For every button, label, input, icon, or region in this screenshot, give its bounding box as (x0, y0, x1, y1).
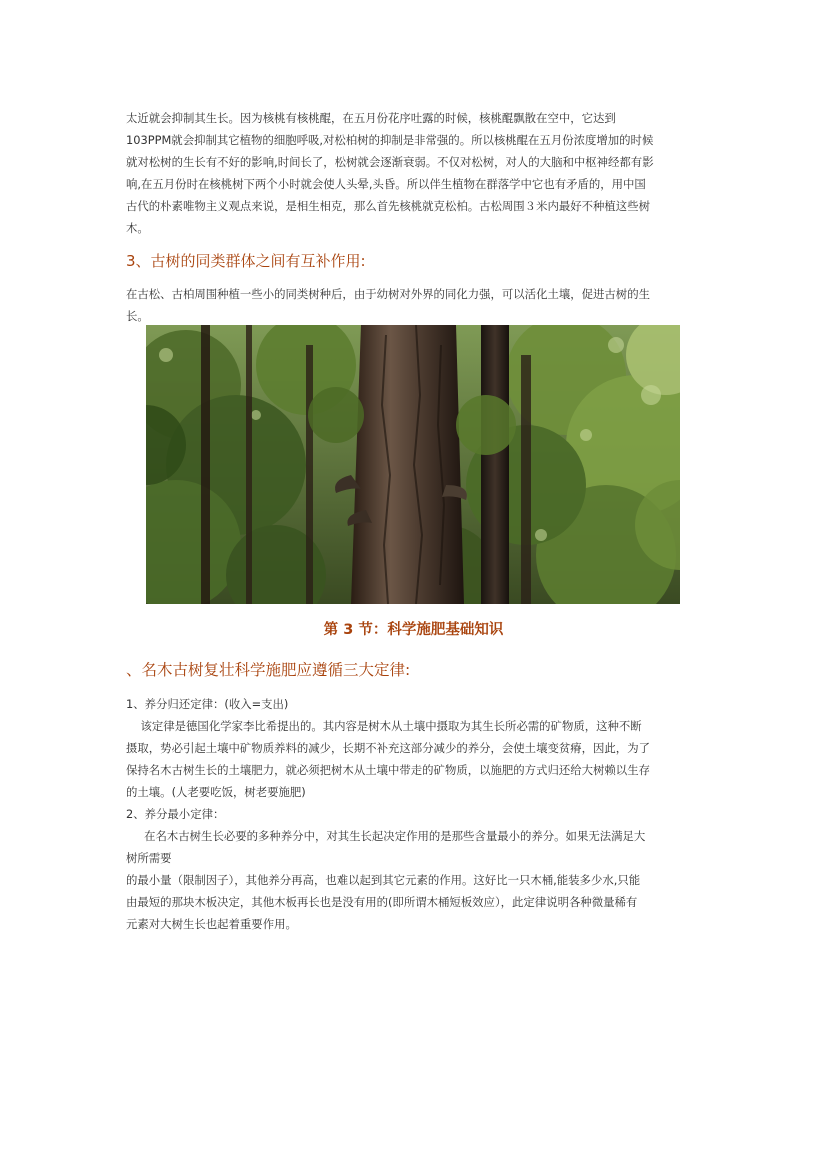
text-line: 古代的朴素唯物主义观点来说，是相生相克，那么首先核桃就克松柏。古松周围３米内最好不种植这些树 (126, 199, 650, 213)
section-title: 第 3 节：科学施肥基础知识 (323, 622, 504, 638)
text-line: 保持名木古树生长的土壤肥力，就必须把树木从土壤中带走的矿物质，以施肥的方式归还给大树赖以生存 (126, 763, 650, 777)
intro-paragraph (126, 107, 706, 239)
text-line: 在名木古树生长必要的多种养分中，对其生长起决定作用的是那些含量最小的养分。如果无法满足大 (126, 829, 646, 843)
heading-three-laws: 、名木古树复壮科学施肥应遵循三大定律: (126, 661, 411, 679)
heading-complementary-effect: 3、古树的同类群体之间有互补作用: (126, 252, 366, 270)
text-line: 的土壤。(人老要吃饭，树老要施肥) (126, 785, 306, 799)
text-line: 长。 (126, 309, 149, 323)
law2-section (126, 803, 706, 935)
text-line: 树所需要 (126, 851, 172, 865)
text-line: 在古松、古柏周围种植一些小的同类树种后，由于幼树对外界的同化力强，可以活化土壤，促进古树的生 (126, 287, 650, 301)
text-line: 太近就会抑制其生长。因为核桃有核桃醌，在五月份花序吐露的时候，核桃醌飘散在空中，它达到 (126, 111, 616, 125)
text-line: 元素对大树生长也起着重要作用。 (126, 917, 297, 931)
forest-photo (146, 325, 680, 604)
text-line: 由最短的那块木板决定，其他木板再长也是没有用的(即所谓木桶短板效应），此定律说明各种微量稀有 (126, 895, 638, 909)
law2-title: 2、养分最小定律： (126, 807, 225, 821)
complementary-paragraph (126, 283, 706, 327)
law1-title: 1、养分归还定律：(收入=支出) (126, 697, 289, 711)
text-line: 该定律是德国化学家李比希提出的。其内容是树木从土壤中摄取为其生长所必需的矿物质，这种不断 (126, 719, 642, 733)
text-line: 木。 (126, 221, 149, 235)
text-line: 103PPM就会抑制其它植物的细胞呼吸,对松柏树的抑制是非常强的。所以核桃醌在五月份浓度增加的时候 (126, 133, 654, 147)
forest-photo-drawing (146, 325, 680, 604)
text-line: 的最小量（限制因子），其他养分再高，也难以起到其它元素的作用。这好比一只木桶,能装多少水,只能 (126, 873, 641, 887)
text-line: 响,在五月份时在核桃树下两个小时就会使人头晕,头昏。所以伴生植物在群落学中它也有矛盾的，用中国 (126, 177, 646, 191)
text-line: 摄取，势必引起土壤中矿物质养料的减少，长期不补充这部分减少的养分，会使土壤变贫瘠，因此，为了 (126, 741, 650, 755)
law1-section (126, 693, 706, 803)
text-line: 就对松树的生长有不好的影响,时间长了，松树就会逐渐衰弱。不仅对松树，对人的大脑和中枢神经都有影 (126, 155, 654, 169)
